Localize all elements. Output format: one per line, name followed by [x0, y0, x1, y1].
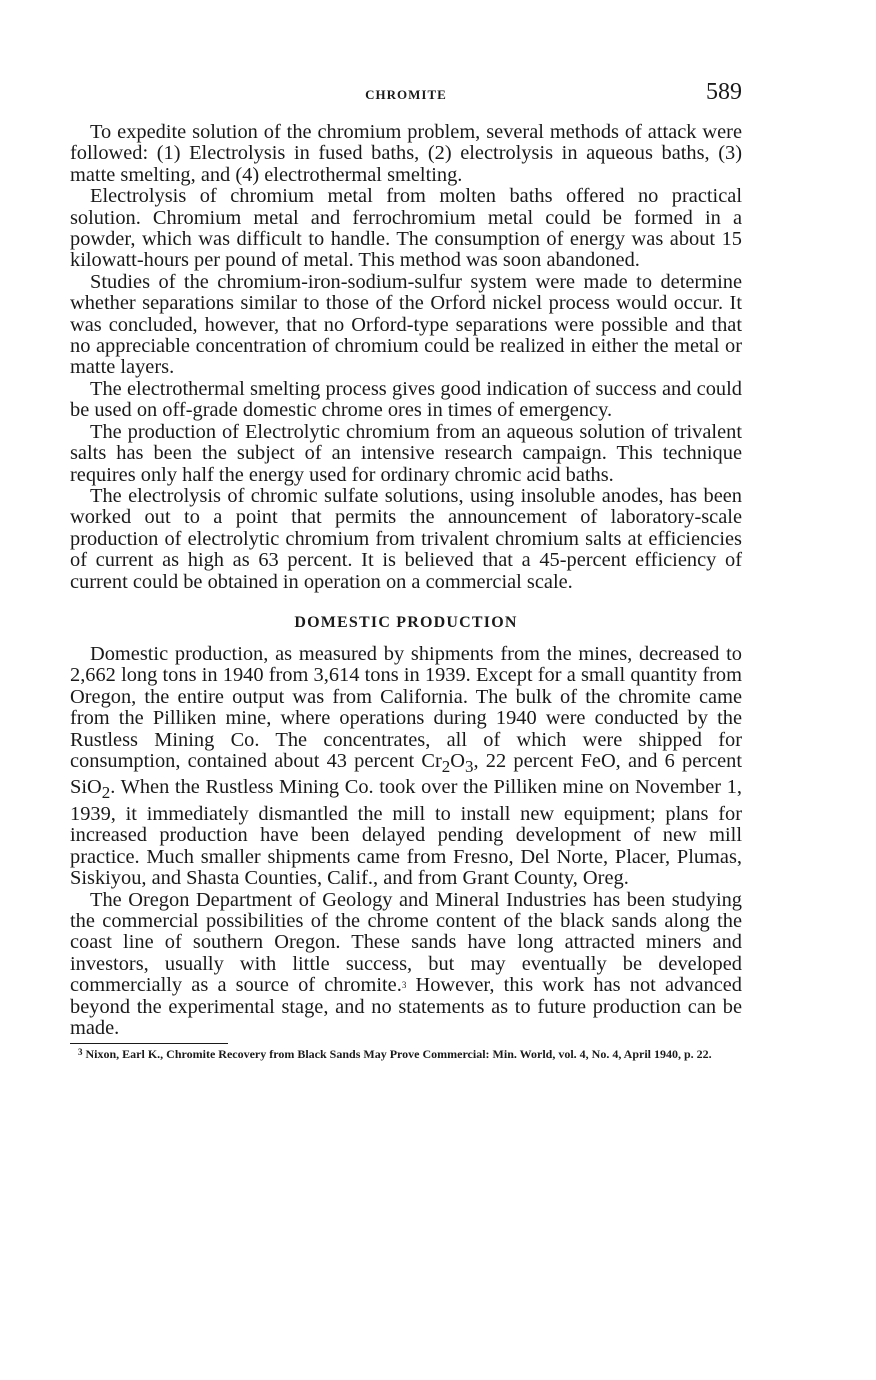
section-heading: DOMESTIC PRODUCTION	[294, 613, 518, 631]
paragraph-methods: To expedite solution of the chromium problem, several methods of attack were followed: (1) Electrolysis in fused baths, (2) electrolysis in aqueous baths, (3) matte smelting, and (4) electrothermal smelting.	[70, 121, 742, 186]
subscript: 3	[465, 757, 474, 777]
paragraph-domestic-production	[70, 644, 742, 890]
paragraph-oregon-sands	[70, 890, 742, 1040]
paragraph-molten-baths: Electrolysis of chromium metal from molten baths offered no practical solution. Chromium metal and ferrochromium metal could be formed in a powder, which was difficult to handle. The consumption of energy was about 15 kilowatt-hours per pound of metal. This method was soon abandoned.	[70, 185, 742, 272]
page-number: 589	[706, 79, 742, 105]
running-head	[70, 78, 742, 110]
footnote-rule	[70, 1043, 228, 1044]
subscript: 2	[101, 783, 111, 803]
text-run: The Oregon Department of Geology and Mineral Industries has been studying the commercial possibilities of the chrome content of the black sands along the coast line of southern Oregon. These sands have long attracted miners and investors, usually with little success, but may eventually be developed commercially as a source of chromite.	[70, 888, 742, 997]
footnote-marker: 3	[78, 1047, 83, 1058]
subscript: 2	[441, 757, 451, 777]
body-text	[70, 122, 742, 1061]
text-run: , 22 percent FeO, and 6 percent SiO	[70, 749, 742, 799]
footnote-reference: 3	[401, 980, 407, 991]
footnote-text: Nixon, Earl K., Chromite Recovery from Black Sands May Prove Commercial: Min. World, vol. 4, No. 4, April 1940, p. 22.	[82, 1047, 712, 1062]
page	[70, 78, 742, 1061]
footnote	[70, 1046, 742, 1061]
text-run: O	[450, 749, 465, 772]
paragraph-chromic-sulfate: The electrolysis of chromic sulfate solutions, using insoluble anodes, has been worked out to a point that permits the announcement of laboratory-scale production of electrolytic chromium from trivalent chromium salts at efficiencies of current as high as 63 percent. It is believed that a 45-percent efficiency of current could be obtained in operation on a commercial scale.	[70, 484, 742, 593]
paragraph-electrothermal: The electrothermal smelting process gives good indication of success and could be used on off-grade domestic chrome ores in times of emergency.	[70, 377, 742, 422]
paragraph-sulfur-system: Studies of the chromium-iron-sodium-sulfur system were made to determine whether separations similar to those of the Orford nickel process would occur. It was concluded, however, that no Orford-type separations were possible and that no appreciable concentration of chromium could be realized in either the metal or matte layers.	[70, 270, 742, 379]
text-run: However, this work has not advanced beyond the experimental stage, and no statements as to future production can be made.	[70, 974, 742, 1039]
paragraph-aqueous-solution: The production of Electrolytic chromium from an aqueous solution of trivalent salts has been the subject of an intensive research campaign. This technique requires only half the energy used for ordinary chromic acid baths.	[70, 420, 742, 486]
running-title: CHROMITE	[365, 87, 447, 102]
text-run: . When the Rustless Mining Co. took over the Pilliken mine on November 1, 1939, it immediately dismantled the mill to install new equipment; plans for increased production have been delayed pending development of new mill practice. Much smaller shipments came from Fresno, Del Norte, Placer, Plumas, Siskiyou, and Shasta Counties, Calif., and from Grant County, Oreg.	[70, 776, 742, 890]
text-run: Domestic production, as measured by shipments from the mines, decreased to 2,662 long tons in 1940 from 3,614 tons in 1939. Except for a small quantity from Oregon, the entire output was from California. The bulk of the chromite came from the Pilliken mine, where operations during 1940 were conducted by the Rustless Mining Co. The concentrates, all of which were shipped for consumption, contained about 43 percent Cr	[70, 642, 742, 772]
